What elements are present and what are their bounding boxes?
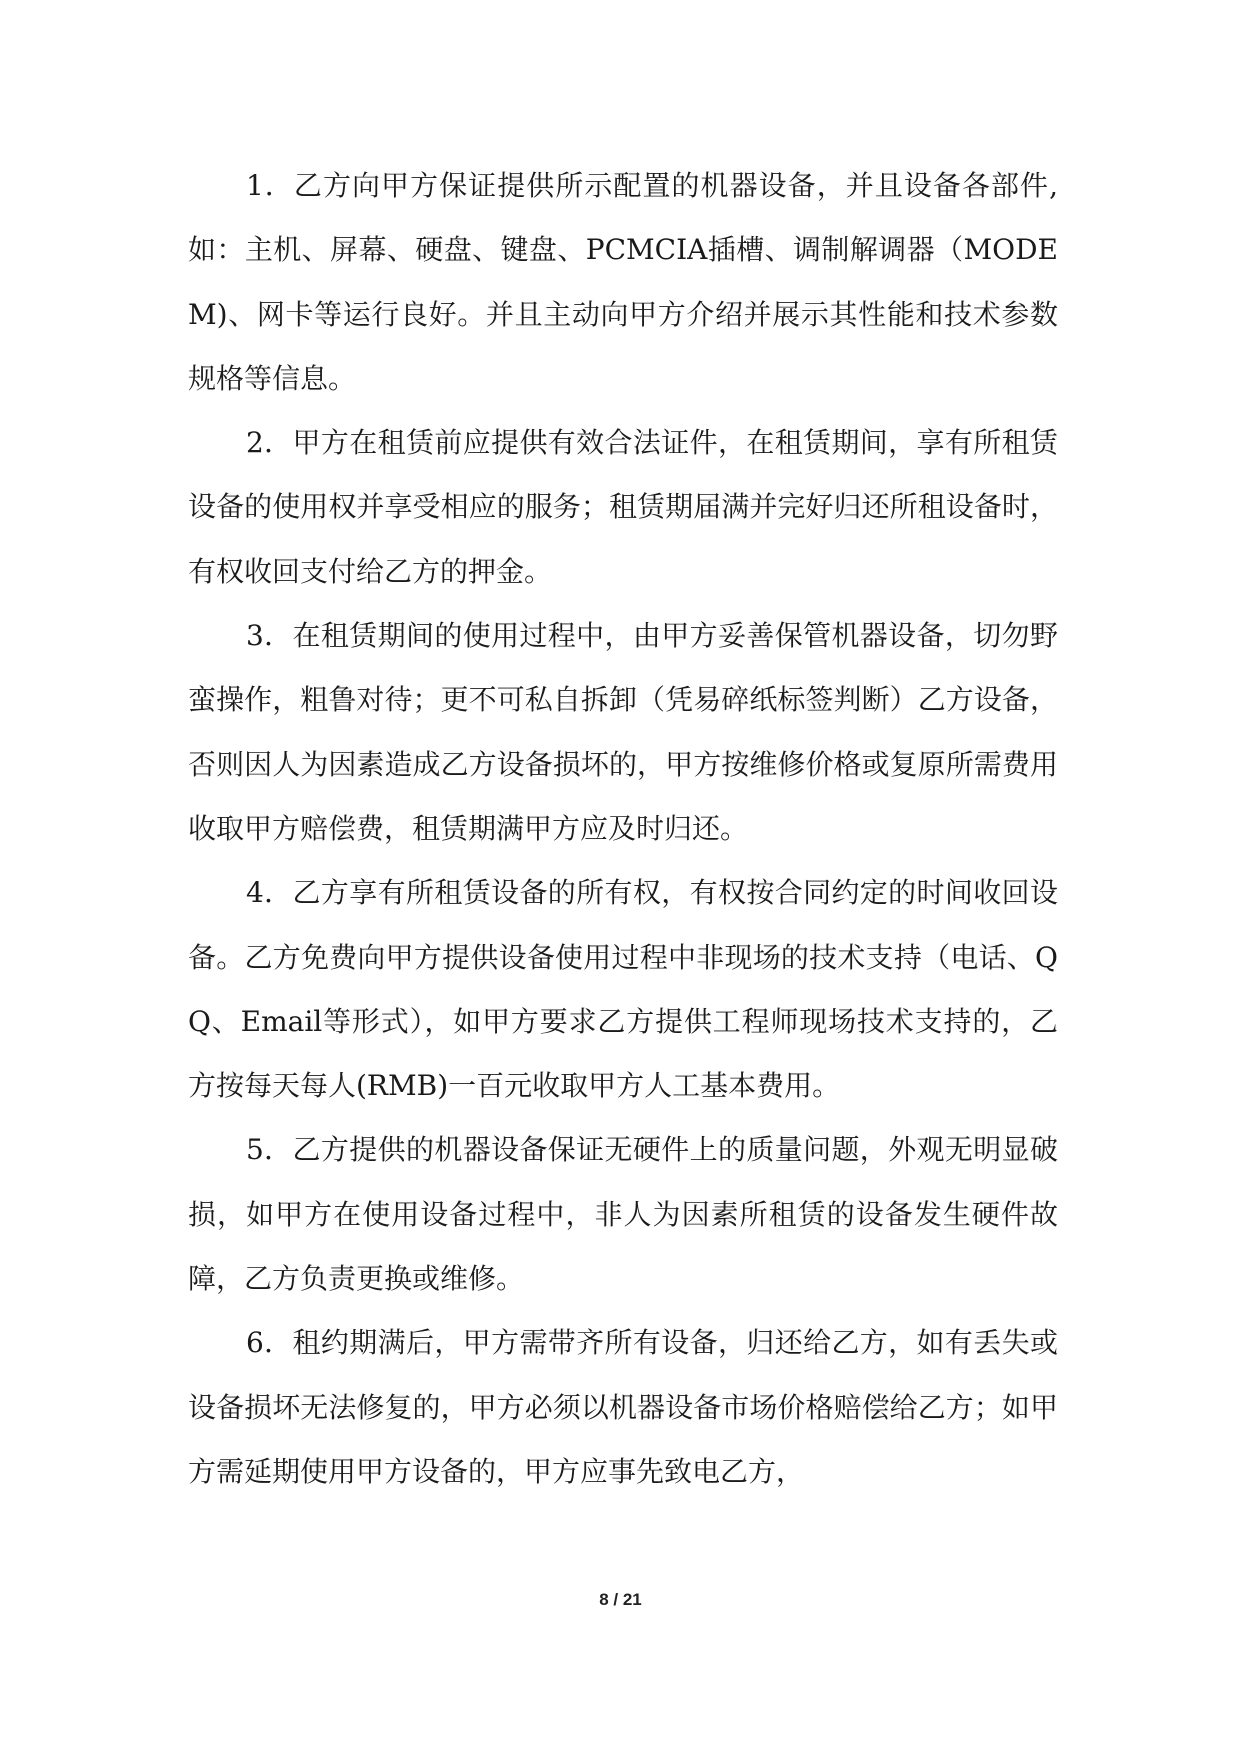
- paragraph-4: 4．乙方享有所租赁设备的所有权，有权按合同约定的时间收回设备。乙方免费向甲方提供设备使用过程中非现场的技术支持（电话、QQ、Email等形式），如甲方要求乙方提供工程师现场技术支持的，乙方按每天每人(RMB)一百元收取甲方人工基本费用。: [188, 876, 1058, 1103]
- page-number: 8 / 21: [599, 1590, 642, 1609]
- paragraph-6: 6．租约期满后，甲方需带齐所有设备，归还给乙方，如有丢失或设备损坏无法修复的，甲方必须以机器设备市场价格赔偿给乙方；如甲方需延期使用甲方设备的，甲方应事先致电乙方，: [188, 1326, 1058, 1488]
- paragraph-2: 2．甲方在租赁前应提供有效合法证件，在租赁期间，享有所租赁设备的使用权并享受相应的服务；租赁期届满并完好归还所租设备时，有权收回支付给乙方的押金。: [188, 426, 1058, 588]
- paragraph-1: 1．乙方向甲方保证提供所示配置的机器设备，并且设备各部件,如：主机、屏幕、硬盘、键盘、PCMCIA插槽、调制解调器（MODEM)、网卡等运行良好。并且主动向甲方介绍并展示其性能和技术参数规格等信息。: [188, 169, 1058, 395]
- document-body: [188, 154, 1058, 1504]
- paragraph-5: 5．乙方提供的机器设备保证无硬件上的质量问题，外观无明显破损，如甲方在使用设备过程中，非人为因素所租赁的设备发生硬件故障，乙方负责更换或维修。: [188, 1133, 1058, 1296]
- paragraph-3: 3．在租赁期间的使用过程中，由甲方妥善保管机器设备，切勿野蛮操作，粗鲁对待；更不可私自拆卸（凭易碎纸标签判断）乙方设备，否则因人为因素造成乙方设备损坏的，甲方按维修价格或复原所需费用收取甲方赔偿费，租赁期满甲方应及时归还。: [188, 619, 1058, 845]
